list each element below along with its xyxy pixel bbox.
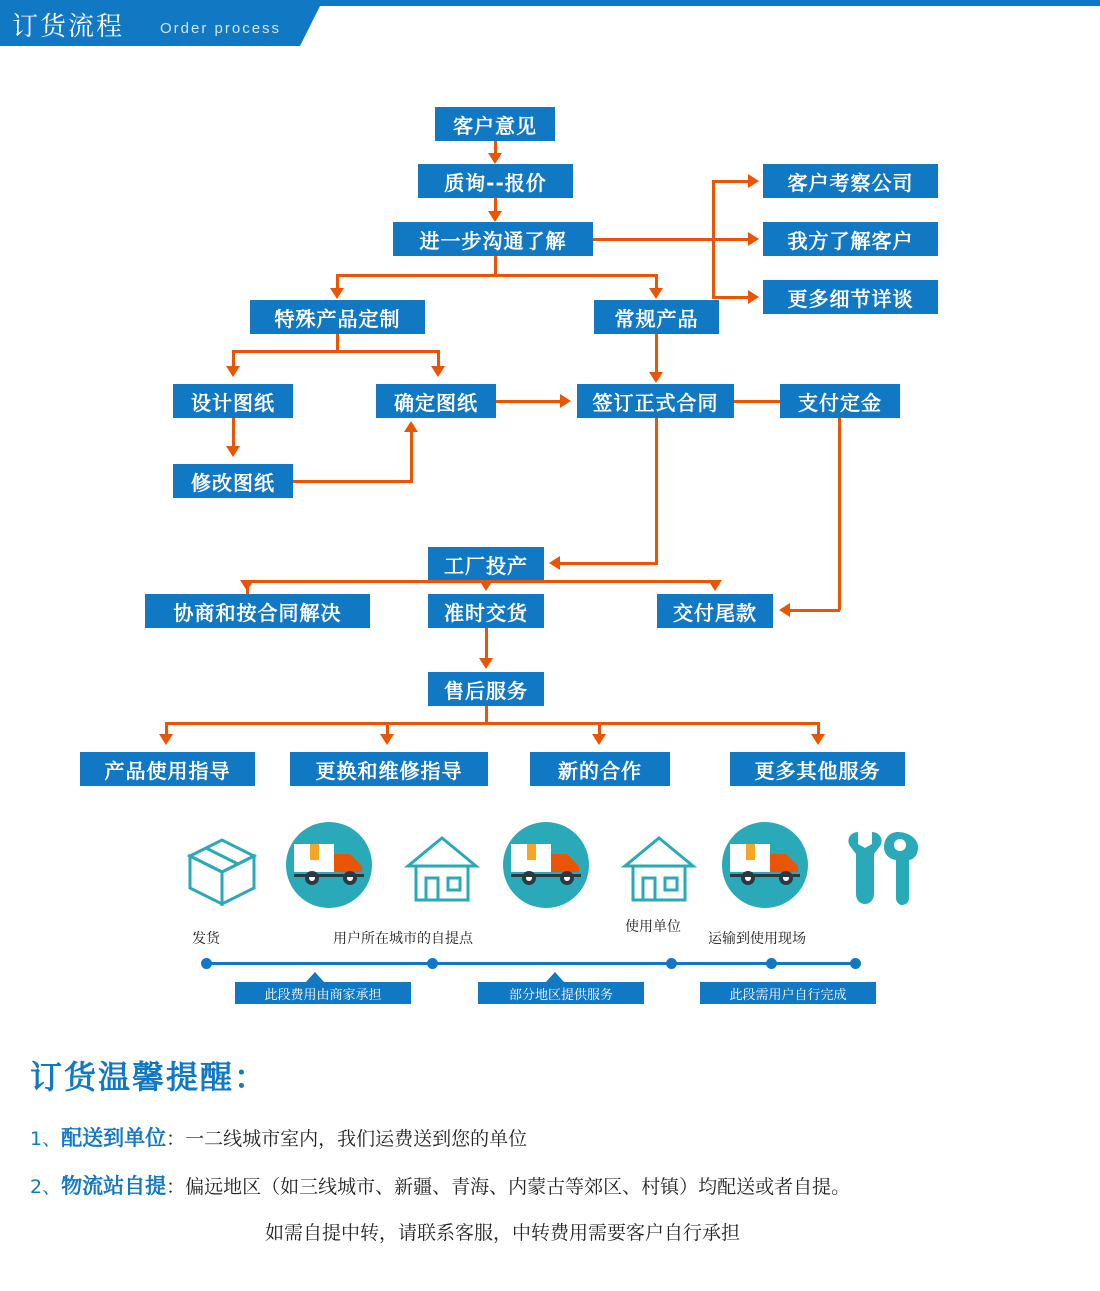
flow-node-confirm-drawing[interactable]: 确定图纸 bbox=[376, 384, 496, 418]
connector-to-repair bbox=[386, 722, 389, 734]
arrow-right-icon bbox=[560, 394, 571, 408]
connector-to-usage bbox=[165, 722, 168, 734]
logistics-tag-partial-service: 部分地区提供服务 bbox=[478, 982, 644, 1004]
arrow-down-icon bbox=[479, 658, 493, 669]
connector-split-right bbox=[655, 274, 658, 288]
flow-node-standard-product[interactable]: 常规产品 bbox=[594, 300, 719, 334]
arrow-down-icon bbox=[431, 366, 445, 377]
page-subtitle: Order process bbox=[160, 20, 282, 37]
flow-node-negotiate-contract[interactable]: 协商和按合同解决 bbox=[145, 594, 370, 628]
reminder-item-2 bbox=[30, 1170, 850, 1200]
page-header bbox=[0, 0, 1100, 52]
reminder-item-1-colon: ： bbox=[166, 1128, 186, 1150]
connector-standard-to-contract bbox=[655, 334, 658, 372]
flow-node-on-time-delivery[interactable]: 准时交货 bbox=[428, 594, 544, 628]
connector-aftersales-split bbox=[165, 722, 820, 725]
connector-contract-to-factory bbox=[560, 562, 658, 565]
arrow-right-icon bbox=[748, 232, 759, 246]
reminder-item-2-number: 2、 bbox=[30, 1176, 62, 1198]
reminder-item-1-key: 配送到单位 bbox=[61, 1126, 167, 1150]
delivery-truck-icon-3 bbox=[728, 836, 804, 894]
house-outline-icon-2 bbox=[621, 832, 697, 904]
connector-deposit-down bbox=[838, 418, 841, 610]
connector-to-confirm bbox=[437, 350, 440, 366]
flow-node-after-sales[interactable]: 售后服务 bbox=[428, 672, 544, 706]
flow-node-repair-guide[interactable]: 更换和维修指导 bbox=[290, 752, 488, 786]
order-reminder-section bbox=[0, 1040, 1100, 1290]
logistics-caption-pickup-point: 用户所在城市的自提点 bbox=[333, 931, 473, 947]
arrow-down-icon bbox=[811, 734, 825, 745]
reminder-item-1-number: 1、 bbox=[30, 1128, 62, 1150]
connector-revise-to-confirm bbox=[293, 480, 413, 483]
flow-node-usage-guide[interactable]: 产品使用指导 bbox=[80, 752, 255, 786]
connector-to-more-details bbox=[712, 296, 750, 299]
tag-pointer-1 bbox=[306, 972, 324, 982]
reminder-item-1 bbox=[30, 1122, 527, 1152]
delivery-truck-icon-2 bbox=[509, 836, 585, 894]
flow-node-custom-product[interactable]: 特殊产品定制 bbox=[250, 300, 425, 334]
flow-node-more-services[interactable]: 更多其他服务 bbox=[730, 752, 905, 786]
arrow-down-icon bbox=[226, 366, 240, 377]
arrow-down-icon bbox=[649, 288, 663, 299]
flow-node-we-know-customer[interactable]: 我方了解客户 bbox=[763, 222, 938, 256]
connector-design-to-revise bbox=[232, 418, 235, 446]
arrow-right-icon bbox=[748, 174, 759, 188]
track-dot-3 bbox=[666, 958, 677, 969]
arrow-down-icon bbox=[159, 734, 173, 745]
flow-node-pay-deposit[interactable]: 支付定金 bbox=[780, 384, 900, 418]
arrow-left-icon bbox=[549, 556, 560, 570]
track-dot-2 bbox=[427, 958, 438, 969]
arrow-down-icon bbox=[380, 734, 394, 745]
flow-node-customer-opinion[interactable]: 客户意见 bbox=[435, 107, 555, 141]
connector-communication-down bbox=[494, 256, 497, 276]
flow-node-revise-drawing[interactable]: 修改图纸 bbox=[173, 464, 293, 498]
connector-communication-right bbox=[593, 238, 713, 241]
arrow-right-icon bbox=[748, 290, 759, 304]
connector-to-new-cooperation bbox=[598, 722, 601, 734]
reminder-item-2-key: 物流站自提 bbox=[61, 1174, 167, 1198]
arrow-left-icon bbox=[779, 603, 790, 617]
logistics-caption-shipping: 发货 bbox=[192, 931, 220, 947]
reminder-item-2-colon: ： bbox=[166, 1176, 186, 1198]
arrow-down-icon bbox=[330, 288, 344, 299]
connector-contract-down bbox=[655, 418, 658, 563]
connector-to-we-know-customer bbox=[712, 238, 750, 241]
reminder-item-1-text: 一二线城市室内，我们运费送到您的单位 bbox=[185, 1128, 528, 1150]
flow-node-design-drawing[interactable]: 设计图纸 bbox=[173, 384, 293, 418]
connector-confirm-to-contract bbox=[496, 400, 561, 403]
logistics-caption-use-unit: 使用单位 bbox=[625, 919, 681, 935]
arrow-down-icon bbox=[226, 446, 240, 457]
arrow-down-icon bbox=[592, 734, 606, 745]
logistics-track bbox=[206, 962, 856, 965]
connector-deposit-to-final bbox=[790, 609, 840, 612]
house-outline-icon-1 bbox=[404, 832, 480, 904]
connector-contract-to-deposit bbox=[734, 400, 780, 403]
flow-node-more-details[interactable]: 更多细节详谈 bbox=[763, 280, 938, 314]
arrow-down-icon bbox=[479, 580, 493, 591]
arrow-down-icon bbox=[649, 372, 663, 383]
tag-pointer-2 bbox=[546, 972, 564, 982]
flow-node-factory-production[interactable]: 工厂投产 bbox=[428, 547, 544, 581]
reminder-footnote: 如需自提中转，请联系客服，中转费用需要客户自行承担 bbox=[265, 1222, 741, 1244]
order-process-flowchart bbox=[0, 52, 1100, 822]
arrow-down-icon bbox=[240, 580, 254, 591]
logistics-tag-merchant-cost: 此段费用由商家承担 bbox=[235, 982, 411, 1004]
track-dot-5 bbox=[850, 958, 861, 969]
arrow-up-icon bbox=[404, 421, 418, 432]
connector-to-more-services bbox=[817, 722, 820, 734]
delivery-truck-icon bbox=[292, 836, 368, 894]
connector-inquiry-to-communication bbox=[494, 198, 497, 211]
track-dot-4 bbox=[766, 958, 777, 969]
logistics-tag-user-completes: 此段需用户自行完成 bbox=[700, 982, 876, 1004]
tools-icon bbox=[840, 828, 918, 908]
flow-node-final-payment[interactable]: 交付尾款 bbox=[657, 594, 773, 628]
track-dot-1 bbox=[201, 958, 212, 969]
connector-delivery-to-aftersales bbox=[485, 628, 488, 658]
reminder-item-2-text: 偏远地区（如三线城市、新疆、青海、内蒙古等郊区、村镇）均配送或者自提。 bbox=[185, 1176, 851, 1198]
arrow-down-icon bbox=[488, 153, 502, 164]
flow-node-customer-visit[interactable]: 客户考察公司 bbox=[763, 164, 938, 198]
flow-node-further-communication[interactable]: 进一步沟通了解 bbox=[393, 222, 593, 256]
connector-revise-up bbox=[410, 432, 413, 482]
connector-split-bar bbox=[336, 274, 657, 277]
connector-split-left bbox=[336, 274, 339, 288]
flow-node-inquiry-quote[interactable]: 质询--报价 bbox=[418, 164, 573, 198]
logistics-caption-transport-to-site: 运输到使用现场 bbox=[708, 931, 806, 947]
flow-node-new-cooperation[interactable]: 新的合作 bbox=[530, 752, 670, 786]
connector-to-customer-visit bbox=[712, 180, 750, 183]
logistics-diagram bbox=[0, 810, 1100, 1030]
connector-to-design bbox=[232, 350, 235, 366]
arrow-down-icon bbox=[488, 211, 502, 222]
arrow-down-icon bbox=[708, 580, 722, 591]
page-title: 订货流程 bbox=[12, 12, 125, 42]
flow-node-sign-contract[interactable]: 签订正式合同 bbox=[577, 384, 734, 418]
connector-custom-split bbox=[232, 350, 440, 353]
carton-icon bbox=[182, 830, 262, 910]
reminder-heading: 订货温馨提醒： bbox=[30, 1058, 269, 1096]
